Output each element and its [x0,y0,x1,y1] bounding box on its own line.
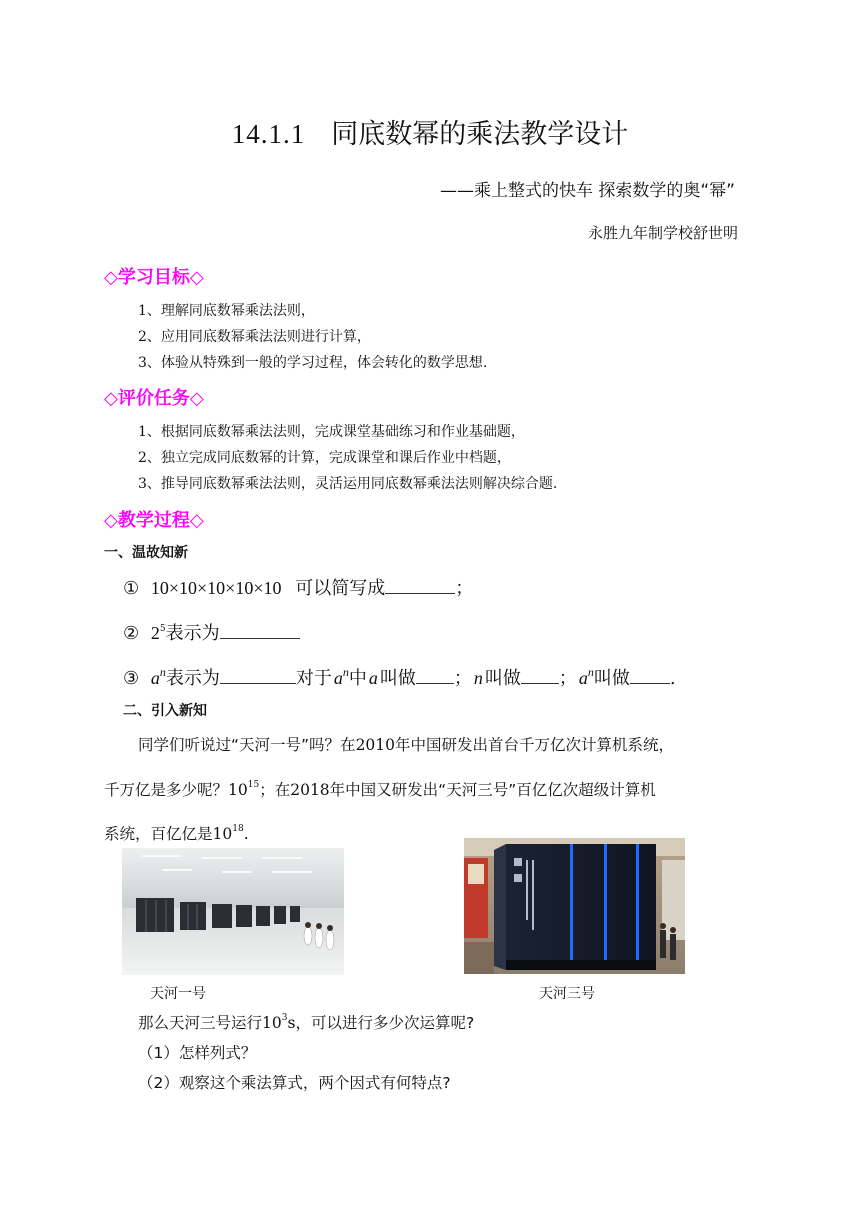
q3-t5: ； [453,668,472,689]
para2-text-c: 年中国又研发出“天河三号”百亿亿次超级计算机 [329,781,656,799]
para1-year: 2010 [355,736,396,754]
para1-text-b: 年中国研发出首台千万亿次计算机系统， [395,736,675,754]
q3-t4: 叫做 [379,668,416,689]
q3-var-n2: n [342,665,349,679]
para2-base: 10 [228,781,248,799]
tianhe-1-photo [122,848,344,975]
q3-var-a4: a [578,668,588,688]
q2-base: 2 [150,623,160,643]
paragraph-line-1 [138,733,674,755]
para3-base: 10 [212,825,233,843]
q3-var-n3: n [473,668,483,688]
paragraph-line-3 [104,822,249,844]
q3-t1: 表示为 [165,668,220,689]
section-review: 一、温故知新 [104,545,188,561]
question-1 [123,574,473,600]
objective-item: 2、应用同底数幂乘法法则进行计算， [138,329,371,345]
q3-blank-2[interactable] [416,669,454,684]
q2-text: 表示为 [165,623,220,644]
task-item: 3、推导同底数幂乘法法则，灵活运用同底数幂乘法法则解决综合题. [138,476,558,492]
tianhe-3-photo [464,838,685,974]
question-3 [123,664,676,690]
q3-t2: 对于 [295,668,332,689]
tasks-heading: ◇评价任务◇ [104,388,204,409]
objective-item: 3、体验从特殊到一般的学习过程，体会转化的数学思想. [138,355,488,371]
author: 永胜九年制学校舒世明 [587,224,738,242]
q1-expr: 10×10×10×10×10 [150,578,282,598]
q3-blank-1[interactable] [220,669,296,684]
q1-end: ； [455,578,474,599]
q3-t8: 叫做 [593,668,630,689]
title-number: 14.1.1 [231,119,306,149]
q3-t7: ； [558,668,577,689]
para1-text-a: 同学们听说过“天河一号”吗？在 [138,736,356,754]
page-title [0,112,860,151]
task-item: 2、独立完成同底数幂的计算，完成课堂和课后作业中档题， [138,450,511,466]
q3-t9: . [669,668,676,689]
section-intro: 二、引入新知 [123,703,207,719]
para3-end: . [243,825,249,843]
sub-question-1: （1）怎样列式？ [138,1044,257,1062]
para3-text-a: 系统，百亿亿是 [104,825,213,843]
q3-var-a2: a [333,668,343,688]
q2-blank[interactable] [220,624,300,639]
question-2 [123,619,300,645]
q3-mark: ③ [123,668,140,689]
q3-var-a: a [150,668,160,688]
process-heading: ◇教学过程◇ [104,510,204,531]
subtitle: ——乘上整式的快车 探索数学的奥“幂” [439,181,735,201]
q2-exp: 5 [159,624,166,634]
q3-t3: 中 [348,668,367,689]
q3-t6: 叫做 [484,668,521,689]
question-text-a: 那么天河三号运行 [138,1014,263,1032]
caption-tianhe-1: 天河一号 [150,986,206,1002]
objectives-heading: ◇学习目标◇ [104,267,204,288]
para3-exp: 18 [232,824,244,834]
question-exp: 3 [281,1013,288,1023]
q3-blank-4[interactable] [630,669,670,684]
title-text: 同底数幂的乘法教学设计 [331,119,629,150]
q1-mark: ① [123,578,140,599]
para2-year: 2018 [290,781,330,799]
question-line [138,1011,474,1033]
q1-text: 可以简写成 [295,578,386,599]
question-unit: s [287,1014,296,1032]
tianhe-1-illustration [122,848,344,975]
tianhe-3-illustration [464,838,685,974]
paragraph-line-2 [104,778,656,800]
q3-var-n4: n [587,665,594,679]
q3-var-a3: a [368,668,378,688]
q1-blank[interactable] [385,579,455,594]
question-base: 10 [262,1014,282,1032]
para2-exp: 15 [247,780,260,790]
task-item: 1、根据同底数幂乘法法则，完成课堂基础练习和作业基础题， [138,424,525,440]
para2-text-a: 千万亿是多少呢？ [104,781,229,799]
caption-tianhe-3: 天河三号 [539,986,595,1002]
q2-mark: ② [123,623,140,644]
q3-blank-3[interactable] [521,669,559,684]
sub-question-2: （2）观察这个乘法算式，两个因式有何特点? [138,1074,451,1092]
question-text-b: ，可以进行多少次运算呢? [295,1014,475,1032]
q3-var-n: n [159,665,166,679]
para2-text-b: ；在 [259,781,291,799]
objective-item: 1、理解同底数幂乘法法则， [138,303,315,319]
